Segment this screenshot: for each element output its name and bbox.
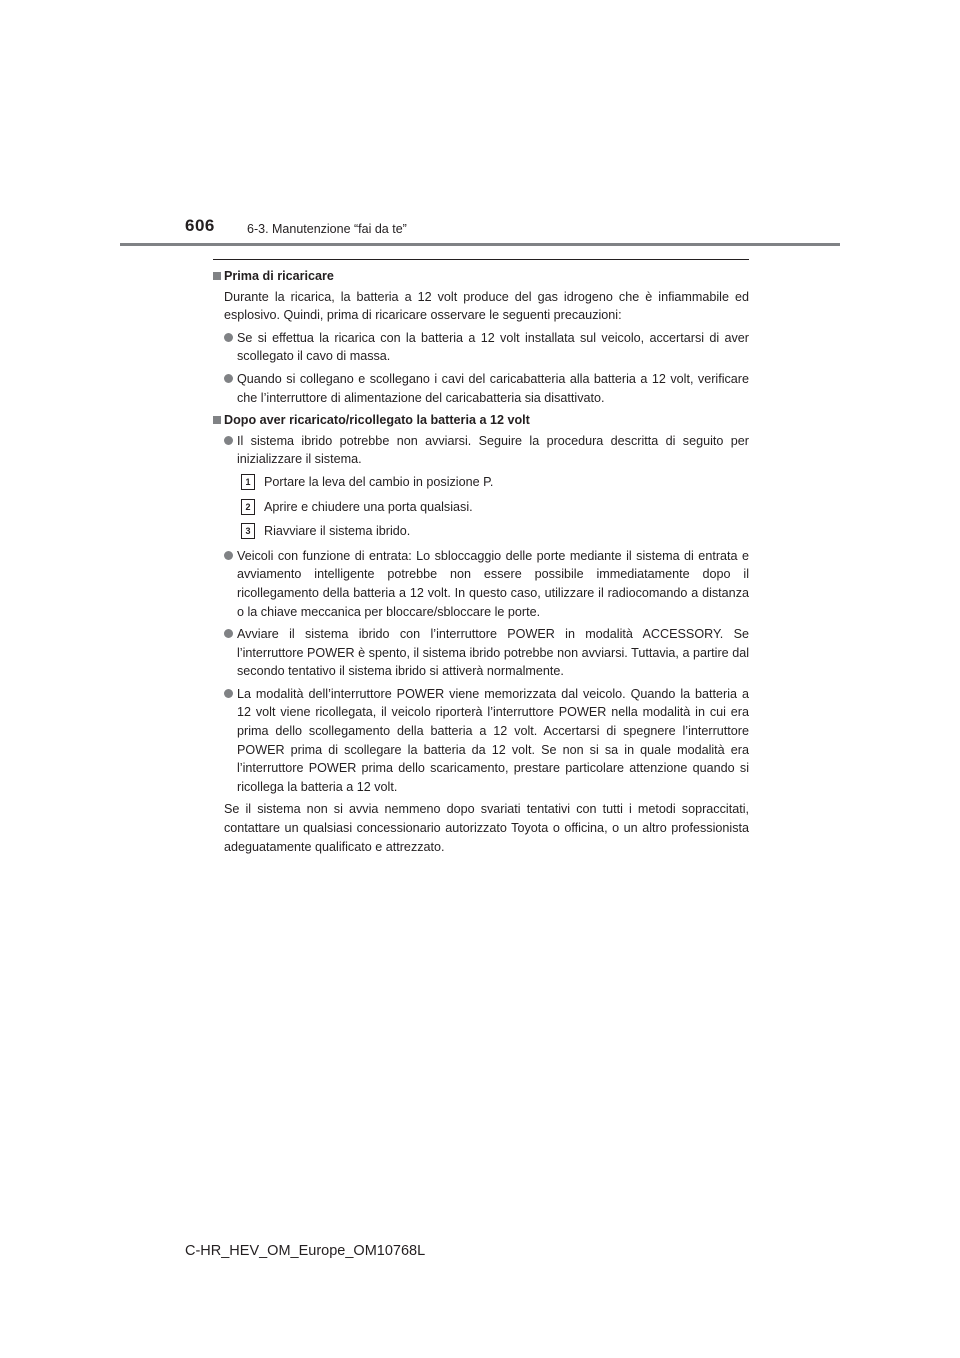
circle-bullet-icon bbox=[224, 629, 233, 638]
circle-bullet-icon bbox=[224, 689, 233, 698]
procedure-step bbox=[237, 522, 749, 541]
intro-paragraph: Durante la ricarica, la batteria a 12 volt produce del gas idrogeno che è infiammabile ed esplosivo. Quindi, prima di ricaricare osservare le seguenti precauzioni: bbox=[224, 289, 749, 323]
list-item bbox=[224, 625, 749, 681]
sub-heading-after-charging bbox=[213, 411, 749, 430]
page-content bbox=[213, 267, 749, 860]
circle-bullet-icon bbox=[224, 551, 233, 560]
document-id: C-HR_HEV_OM_Europe_OM10768L bbox=[185, 1243, 426, 1259]
list-item bbox=[224, 370, 749, 407]
circle-bullet-icon bbox=[224, 333, 233, 342]
bullet-text: Quando si collegano e scollegano i cavi del caricabatteria alla batteria a 12 volt, verificare che l’interruttore di alimentazione del caricabatteria sia disattivato. bbox=[237, 371, 749, 405]
step-text: Portare la leva del cambio in posizione P. bbox=[264, 474, 494, 489]
step-number-box: 3 bbox=[241, 523, 255, 539]
content-divider bbox=[213, 259, 749, 260]
square-bullet-icon bbox=[213, 272, 221, 280]
sub-heading-before-charging bbox=[213, 267, 749, 286]
header-divider bbox=[120, 243, 840, 246]
circle-bullet-icon bbox=[224, 436, 233, 445]
list-item bbox=[224, 547, 749, 621]
bullet-text: Veicoli con funzione di entrata: Lo sbloccaggio delle porte mediante il sistema di entrata e avviamento intelligente potrebbe non essere possibile immediatamente dopo il ricollegamento della batteria a 12 volt. In questo caso, utilizzare il radiocomando a distanza o la chiave meccanica per bloccare/sbloccare le porte. bbox=[237, 548, 749, 619]
bullet-text: Se si effettua la ricarica con la batteria a 12 volt installata sul veicolo, accertarsi di aver scollegato il cavo di massa. bbox=[237, 330, 749, 364]
step-number-box: 1 bbox=[241, 474, 255, 490]
bullet-text: Il sistema ibrido potrebbe non avviarsi. Seguire la procedura descritta di seguito per inizializzare il sistema. bbox=[237, 433, 749, 467]
page-number: 606 bbox=[185, 216, 215, 235]
step-text: Aprire e chiudere una porta qualsiasi. bbox=[264, 499, 473, 514]
procedure-step bbox=[237, 473, 749, 492]
section-title: 6-3. Manutenzione “fai da te” bbox=[247, 222, 407, 236]
sub-heading-text: Dopo aver ricaricato/ricollegato la batteria a 12 volt bbox=[224, 413, 530, 428]
list-item bbox=[224, 685, 749, 797]
circle-bullet-icon bbox=[224, 374, 233, 383]
bullet-text: Avviare il sistema ibrido con l’interruttore POWER in modalità ACCESSORY. Se l’interruttore POWER è spento, il sistema ibrido potrebbe non avviarsi. Tuttavia, a partire dal secondo tentativo il sistema ibrido si attiverà normalmente. bbox=[237, 627, 749, 679]
square-bullet-icon bbox=[213, 416, 221, 424]
list-item bbox=[224, 329, 749, 366]
step-text: Riavviare il sistema ibrido. bbox=[264, 524, 411, 539]
step-number-box: 2 bbox=[241, 499, 255, 515]
procedure-step bbox=[237, 498, 749, 517]
sub-heading-text: Prima di ricaricare bbox=[224, 269, 334, 283]
closing-paragraph: Se il sistema non si avvia nemmeno dopo svariati tentativi con tutti i metodi sopraccitati, contattare un qualsiasi concessionario autorizzato Toyota o officina, o un altro professionista adeguatamente qualificato e attrezzato. bbox=[224, 802, 749, 854]
bullet-text: La modalità dell’interruttore POWER viene memorizzata dal veicolo. Quando la batteria a 12 volt viene ricollegata, il veicolo riporterà l’interruttore POWER nella modalità in cui era prima dello scollegamento della batteria a 12 volt. Accertarsi di spegnere l’interruttore POWER prima di scollegare la batteria da 12 volt. Se non si sa in quale modalità era l’interruttore POWER prima dello scaricamento, prestare particolare attenzione quando si ricollega la batteria a 12 volt. bbox=[237, 686, 749, 794]
list-item bbox=[224, 432, 749, 469]
